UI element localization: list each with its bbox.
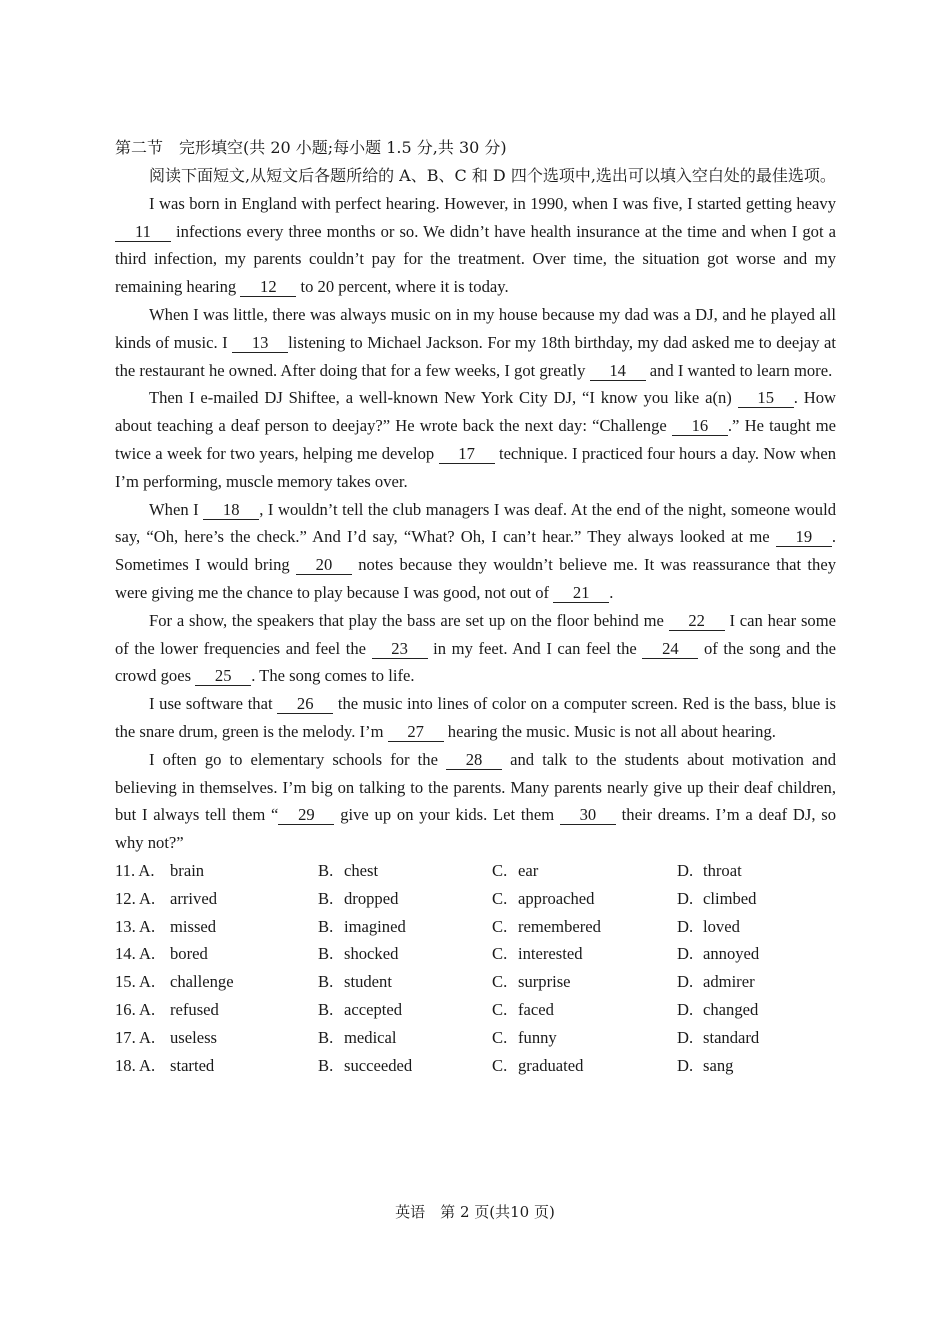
option-text: standard <box>703 1027 760 1047</box>
option-c <box>492 1024 677 1052</box>
blank-11: 11 <box>115 223 171 242</box>
section-heading: 第二节 完形填空(共 20 小题;每小题 1.5 分,共 30 分) <box>115 138 507 157</box>
passage-text: and I wanted to learn more. <box>645 360 833 380</box>
option-letter: B. <box>318 1055 334 1075</box>
option-letter: B. <box>318 972 334 992</box>
passage-text: in my feet. And I can feel the <box>427 638 643 658</box>
passage-text: the music into lines of color on a computer screen. Red is the bass, blue is the snare drum, green is the melody. I’m <box>115 694 836 741</box>
option-text: student <box>344 972 392 992</box>
option-b <box>318 913 492 941</box>
option-letter: D. <box>677 860 694 880</box>
option-text: faced <box>518 999 554 1019</box>
option-row <box>115 996 836 1024</box>
option-text: climbed <box>703 888 757 908</box>
option-text: surprise <box>518 972 571 992</box>
option-b <box>318 996 492 1024</box>
option-b <box>318 1052 492 1080</box>
passage-text: I often go to elementary schools for the <box>149 749 447 769</box>
option-d <box>677 913 836 941</box>
option-letter: D. <box>677 1027 694 1047</box>
option-letter: B. <box>318 944 334 964</box>
option-a <box>115 885 318 913</box>
passage-text: and talk to the students about motivation and believing in themselves. I’m big on talking to the parents. Many parents nearly give up their deaf children, but I always tell them “ <box>115 749 836 825</box>
option-letter: B. <box>318 916 334 936</box>
passage-text: infections every three months or so. We didn’t have health insurance at the time and when I got a third infection, my parents couldn’t pay for the treatment. Over time, the situation got worse and my remaining hearing <box>115 221 836 297</box>
option-c <box>492 913 677 941</box>
option-letter: D. <box>677 944 694 964</box>
option-text: ear <box>518 860 539 880</box>
option-letter: C. <box>492 1027 508 1047</box>
passage-text: . The song comes to life. <box>251 666 415 686</box>
passage-text: I use software that <box>149 694 278 714</box>
option-b <box>318 885 492 913</box>
option-text: throat <box>703 860 742 880</box>
option-letter: D. <box>677 888 694 908</box>
option-a <box>115 1024 318 1052</box>
passage-paragraph <box>115 746 836 857</box>
option-text: missed <box>170 916 217 936</box>
option-text: medical <box>344 1027 397 1047</box>
option-a <box>115 857 318 885</box>
blank-21: 21 <box>553 584 609 603</box>
option-c <box>492 968 677 996</box>
question-number: 15. A. <box>115 972 156 992</box>
question-number: 18. A. <box>115 1055 156 1075</box>
blank-18: 18 <box>203 501 259 520</box>
passage-text: I was born in England with perfect hearing. However, in 1990, when I was five, I started getting heavy <box>149 193 836 213</box>
blank-22: 22 <box>669 612 725 631</box>
answer-options <box>115 857 836 1079</box>
option-d <box>677 968 836 996</box>
option-d <box>677 857 836 885</box>
blank-15: 15 <box>738 389 794 408</box>
blank-20: 20 <box>296 556 352 575</box>
passage-text: . Sometimes I would bring <box>115 527 836 575</box>
option-row <box>115 885 836 913</box>
question-number: 13. A. <box>115 916 156 936</box>
option-text: graduated <box>518 1055 584 1075</box>
option-row <box>115 968 836 996</box>
option-letter: C. <box>492 944 508 964</box>
option-d <box>677 1024 836 1052</box>
blank-24: 24 <box>642 640 698 659</box>
option-b <box>318 857 492 885</box>
option-letter: C. <box>492 999 508 1019</box>
option-letter: B. <box>318 860 334 880</box>
option-text: remembered <box>518 916 601 936</box>
exam-page <box>115 134 836 1079</box>
question-number: 16. A. <box>115 999 156 1019</box>
blank-26: 26 <box>277 695 333 714</box>
option-c <box>492 996 677 1024</box>
option-text: interested <box>518 944 583 964</box>
section-instruction: 阅读下面短文,从短文后各题所给的 A、B、C 和 D 四个选项中,选出可以填入空白处的最佳选项。 <box>149 166 836 185</box>
option-text: refused <box>170 999 219 1019</box>
question-number: 14. A. <box>115 944 156 964</box>
passage-text: of the song and the crowd goes <box>115 638 836 686</box>
passage-paragraph <box>115 496 836 607</box>
option-text: arrived <box>170 888 217 908</box>
passage-text: give up on your kids. Let them <box>334 805 560 825</box>
option-text: approached <box>518 888 595 908</box>
passage-paragraph <box>115 384 836 495</box>
passage-text: , I wouldn’t tell the club managers I was deaf. At the end of the night, someone would say, “Oh, here’s the check.” And I’d say, “What? Oh, I can’t hear.” They always looked at me <box>115 499 836 547</box>
option-a <box>115 968 318 996</box>
option-letter: B. <box>318 1027 334 1047</box>
blank-14: 14 <box>590 362 646 381</box>
passage-text: When I was little, there was always music on in my house because my dad was a DJ, and he played all kinds of music. I <box>115 304 836 352</box>
option-text: imagined <box>344 916 406 936</box>
passage-paragraph <box>115 607 836 690</box>
option-c <box>492 1052 677 1080</box>
option-text: challenge <box>170 972 234 992</box>
option-text: bored <box>170 944 208 964</box>
question-number: 11. A. <box>115 860 155 880</box>
option-letter: D. <box>677 972 694 992</box>
option-d <box>677 940 836 968</box>
passage-text: technique. I practiced four hours a day. Now when I’m performing, muscle memory takes over. <box>115 443 836 491</box>
option-row <box>115 913 836 941</box>
passage-text: to 20 percent, where it is today. <box>296 277 509 297</box>
blank-17: 17 <box>439 445 495 464</box>
passage-text: their dreams. I’m a deaf DJ, so why not?” <box>115 805 836 853</box>
option-letter: D. <box>677 999 694 1019</box>
question-number: 12. A. <box>115 888 156 908</box>
option-c <box>492 885 677 913</box>
option-text: loved <box>703 916 740 936</box>
option-text: funny <box>518 1027 557 1047</box>
passage-text: .” He taught me twice a week for two years, helping me develop <box>115 416 836 463</box>
blank-29: 29 <box>278 806 334 825</box>
option-letter: C. <box>492 860 508 880</box>
passage-text: . <box>609 582 614 602</box>
option-a <box>115 940 318 968</box>
option-c <box>492 857 677 885</box>
option-letter: B. <box>318 999 334 1019</box>
page-footer: 英语 第 2 页(共10 页) <box>395 1203 555 1221</box>
option-text: dropped <box>344 888 399 908</box>
option-letter: C. <box>492 972 508 992</box>
option-letter: D. <box>677 1055 694 1075</box>
option-b <box>318 940 492 968</box>
option-letter: C. <box>492 1055 508 1075</box>
option-b <box>318 968 492 996</box>
option-letter: D. <box>677 916 694 936</box>
option-row <box>115 1052 836 1080</box>
option-text: chest <box>344 860 379 880</box>
option-a <box>115 913 318 941</box>
option-letter: C. <box>492 888 508 908</box>
passage-text: hearing the music. Music is not all about hearing. <box>443 721 776 741</box>
option-a <box>115 996 318 1024</box>
passage-paragraph <box>115 190 836 301</box>
passage-text: I can hear some of the lower frequencies and feel the <box>115 610 836 658</box>
option-d <box>677 885 836 913</box>
passage-text: notes because they wouldn’t believe me. It was reassurance that they were giving me the chance to play because I was good, not out of <box>115 555 836 602</box>
passage-text: For a show, the speakers that play the bass are set up on the floor behind me <box>149 610 669 630</box>
option-letter: C. <box>492 916 508 936</box>
option-text: changed <box>703 999 759 1019</box>
passage-paragraph <box>115 690 836 746</box>
option-letter: B. <box>318 888 334 908</box>
blank-28: 28 <box>446 751 502 770</box>
option-text: started <box>170 1055 215 1075</box>
question-number: 17. A. <box>115 1027 156 1047</box>
blank-16: 16 <box>672 417 728 436</box>
option-text: sang <box>703 1055 734 1075</box>
blank-27: 27 <box>388 723 444 742</box>
option-c <box>492 940 677 968</box>
option-text: brain <box>170 860 205 880</box>
option-row <box>115 940 836 968</box>
passage-paragraph <box>115 301 836 384</box>
option-text: succeeded <box>344 1055 413 1075</box>
option-row <box>115 1024 836 1052</box>
blank-13: 13 <box>232 334 288 353</box>
passage-text: When I <box>149 499 204 519</box>
option-row <box>115 857 836 885</box>
cloze-passage <box>115 190 836 857</box>
option-b <box>318 1024 492 1052</box>
passage-text: . How about teaching a deaf person to deejay?” He wrote back the next day: “Challenge <box>115 388 836 436</box>
passage-text: listening to Michael Jackson. For my 18th birthday, my dad asked me to deejay at the restaurant he owned. After doing that for a few weeks, I got greatly <box>115 332 837 380</box>
blank-12: 12 <box>240 278 296 297</box>
blank-25: 25 <box>195 667 251 686</box>
option-text: shocked <box>344 944 399 964</box>
option-text: useless <box>170 1027 218 1047</box>
blank-19: 19 <box>776 528 832 547</box>
option-text: accepted <box>344 999 403 1019</box>
blank-30: 30 <box>560 806 616 825</box>
option-d <box>677 996 836 1024</box>
option-d <box>677 1052 836 1080</box>
option-text: admirer <box>703 972 755 992</box>
passage-text: Then I e-mailed DJ Shiftee, a well-known New York City DJ, “I know you like a(n) <box>149 388 738 408</box>
option-text: annoyed <box>703 944 760 964</box>
option-a <box>115 1052 318 1080</box>
blank-23: 23 <box>372 640 428 659</box>
